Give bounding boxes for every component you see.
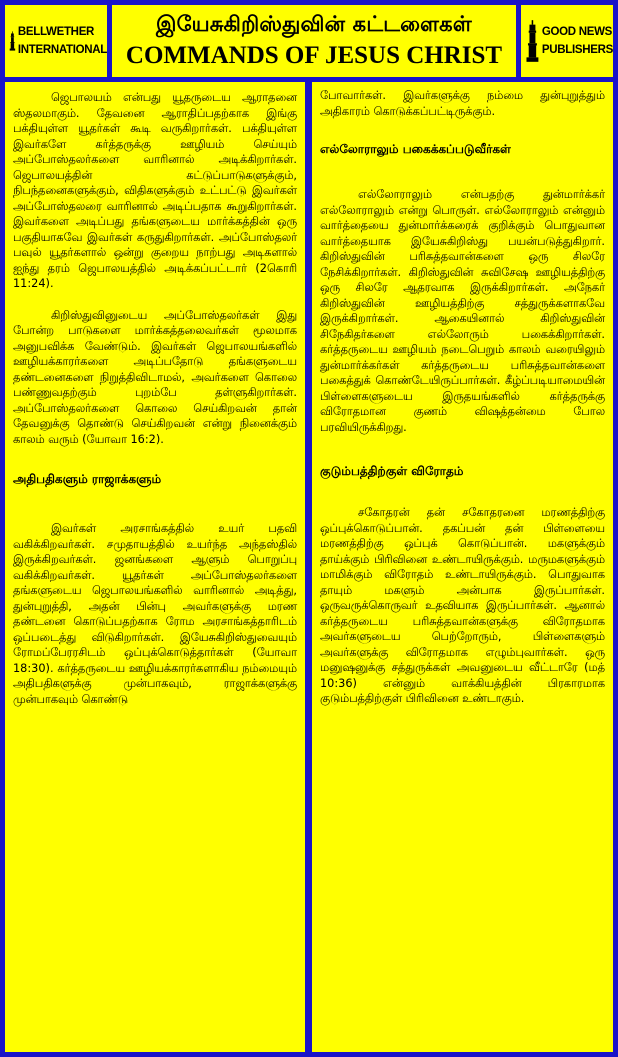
section-heading-rulers-kings: அதிபதிகளும் ராஜாக்களும் [13,472,162,486]
good-news-logo [521,5,613,77]
logo-right-line1: GOOD NEWS [541,26,613,38]
title-banner [112,5,516,77]
left-column [5,82,305,1052]
left-paragraph-3: இவர்கள் அரசாங்கத்தில் உயர் பதவி வகிக்கிறவர்கள். சமுதாயத்தில் உயர்ந்த அந்தஸ்தில் இருக்கிறவர்கள். ஜனங்களை ஆளும் பொறுப்பு வகிக்கிறவர்கள். யூதர்கள் அப்போஸ்தலர்களை தங்களுடைய ஜெபாலயங்களில் வாரினால் அடித்து, துன்புறுத்தி, அதன் பின்பு அவர்களுக்கு மரண தண்டனை கொடுப்பதற்காக ரோம அரசாங்கத்தாரிடம் ஒப்படைத்து விடுகிறார்கள். இயேசுகிறிஸ்துவையும் ரோமப்பேரரசிடம் ஒப்புக்கொடுத்தார்கள் (யோவா 18:30). கர்த்தருடைய ஊழியக்காரர்களாகிய நம்மையும் அதிபதிகளுக்கு முன்பாகவும், ராஜாக்களுக்கு முன்பாகவும் கொண்டு [13,522,297,706]
logo-left-line1: BELLWETHER [17,26,95,38]
logo-right-line2: PUBLISHERS [541,44,613,56]
section-heading-family-enmity: குடும்பத்திற்குள் விரோதம் [320,464,464,478]
left-paragraph-1: ஜெபாலயம் என்பது யூதருடைய ஆராதனை ஸ்தலமாகும். தேவனை ஆராதிப்பதற்காக இங்கு பக்தியுள்ள யூதர்கள் கூடி வருகிறார்கள். பக்தியுள்ள இவர்களே கர்த்தருக்கு ஊழியம் செய்யும் அப்போஸ்தலர்களை வாரினால் அடிக்கிறார்கள். ஜெபாலயத்தின் கட்டுப்பாடுகளுக்கும், நிபந்தனைகளுக்கும், விதிகளுக்கும் உட்பட்டு இவர்கள் அப்போஸ்தலரை வாரினால் அடிப்பதாக கூறுகிறார்கள். இவர்களை அடிப்பது தங்களுடைய மார்க்கத்தின் ஒரு பகுதியாகவே இவர்கள் கருதுகிறார்கள். அப்போஸ்தலர் பவுல் யூதர்களால் ஒன்று குறைய நாற்பது அடிகளால் ஐந்து தரம் ஜெபாலயத்தில் அடிக்கப்பட்டார் (2கொரி 11:24). [13,91,297,290]
right-paragraph-2: எல்லோராலும் என்பதற்கு துன்மார்க்கர் எல்லோராலும் என்று பொருள். எல்லோராலும் என்னும் வார்த்தையை துன்மார்க்கரைக் குறிக்கும் பொதுவான வார்த்தையாக இயேசுகிறிஸ்து பயன்படுத்துகிறார். கிறிஸ்துவின் பரிசுத்தவான்களை ஒரு சிலரே நேசிக்கிறார்கள். கிறிஸ்துவின் சுவிசேஷ ஊழியத்திற்கு ஒரு சிலரே ஆதரவாக இருக்கிறார்கள். அநேகர் கிறிஸ்துவின் ஊழியத்திற்கு சத்துருக்களாகவே இருக்கிறார்கள். ஆகையினால் கிறிஸ்துவின் சிநேகிதர்களை எல்லோரும் பகைக்கிறார்கள். கர்த்தருடைய ஊழியம் நடைபெறும் காலம் வரையிலும் துன்மார்க்கர்கள் கர்த்தருடைய பரிசுத்தவான்களை பகைத்துக் கொண்டேயிருப்பார்கள். கீழ்ப்படியாமையின் பிள்ளைகளுடைய இருதயங்களில் கர்த்தருக்கு விரோதமான குணம் விஷத்தன்மை போல பரவியிருக்கிறது. [320,188,605,434]
title-tamil: இயேசுகிறிஸ்துவின் கட்டளைகள் [156,11,472,36]
right-paragraph-1: போவார்கள். இவர்களுக்கு நம்மை துன்புறுத்தும் அதிகாரம் கொடுக்கப்பட்டிருக்கும். [320,89,605,118]
right-paragraph-3: சகோதரன் தன் சகோதரனை மரணத்திற்கு ஒப்புக்கொடுப்பான். தகப்பன் தன் பிள்ளையை மரணத்திற்கு ஒப்புக் கொடுப்பான். மகளுக்கும் தாய்க்கும் பிரிவினை உண்டாயிருக்கும். மருமகளுக்கும் மாமிக்கும் விரோதம் உண்டாயிருக்கும். பொதுவாக தாயும் மகளும் அன்பாக இருப்பார்கள். ஒருவருக்கொருவர் உதவியாக இருப்பார்கள். ஆனால் கர்த்தருடைய பரிசுத்தவான்களுக்கு விரோதமாக அவர்களுடைய பெற்றோரும், பிள்ளைகளும் அவர்களுக்கு விரோதமாக எழும்புவார்கள். ஒரு மனுஷனுக்கு சத்துருக்கள் அவனுடைய வீட்டாரே (மத் 10:36) என்னும் வாக்கியத்தின் பிரகாரமாக குடும்பத்திற்குள் பிரிவினை உண்டாகும். [320,506,605,705]
tower-icon [525,13,540,69]
logo-left-line2: INTERNATIONAL [17,44,107,56]
section-heading-hated-by-all: எல்லோராலும் பகைக்கப்படுவீர்கள் [320,142,511,156]
right-column [312,82,613,1052]
tower-icon [9,13,16,69]
left-paragraph-2: கிறிஸ்துவினுடைய அப்போஸ்தலர்கள் இது போன்ற பாடுகளை மார்க்கத்தலைவர்கள் மூலமாக அனுபவிக்க வேண்டும். இவர்கள் ஜெபாலயங்களில் ஊழியக்காரர்களை அடிப்பதோடு தங்களுடைய தண்டனைகளை நிறுத்திவிடாமல், அவர்களை கொலை பண்ணுவதற்கும் புறம்பே தள்ளுகிறார்கள். அப்போஸ்தலர்களை கொலை செய்கிறவன் தான் தேவனுக்கு தொண்டு செய்கிறவன் என்று நினைக்கும் காலம் வரும் (யோவா 16:2). [13,308,297,446]
bellwether-logo [5,5,107,77]
title-english: COMMANDS OF JESUS CHRIST [125,42,503,69]
